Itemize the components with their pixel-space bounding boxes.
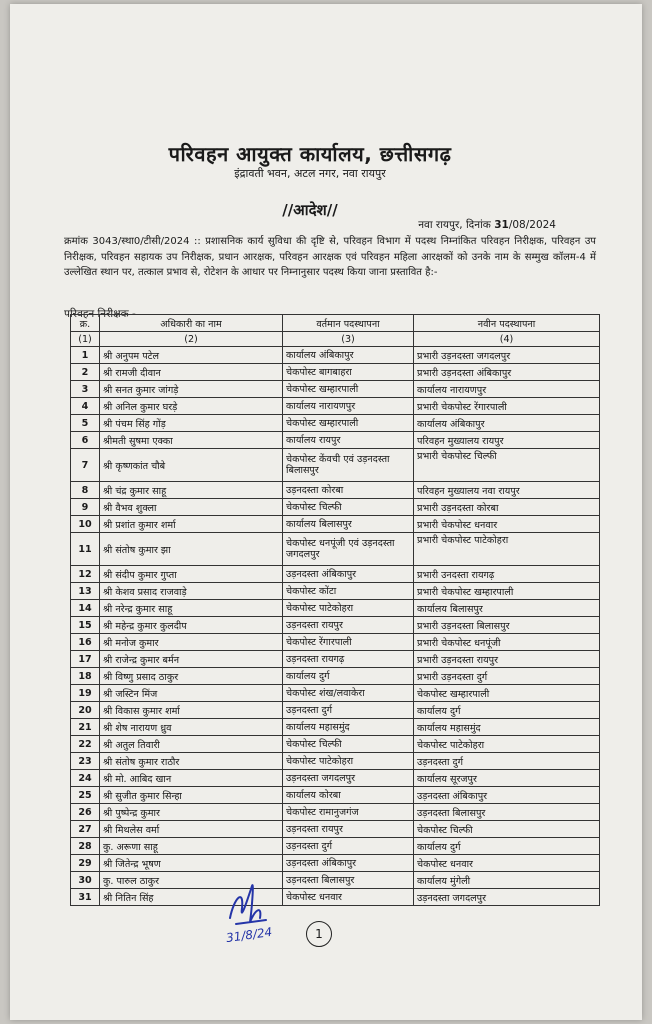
section-title: परिवहन निरीक्षक - bbox=[64, 308, 136, 320]
row-officer-name: श्री जस्टिन मिंज bbox=[100, 685, 283, 702]
row-new-posting: कार्यालय सूरजपुर bbox=[414, 770, 600, 787]
row-new-posting: प्रभारी चेकपोस्ट धनपूंजी bbox=[414, 634, 600, 651]
table-row bbox=[71, 415, 600, 432]
row-officer-name: श्री पुष्पेन्द्र कुमार bbox=[100, 804, 283, 821]
row-officer-name: श्री महेन्द्र कुमार कुलदीप bbox=[100, 617, 283, 634]
office-address: इंद्रावती भवन, अटल नगर, नवा रायपुर bbox=[234, 167, 386, 180]
table-row bbox=[71, 889, 600, 906]
row-officer-name: श्री मो. आबिद खान bbox=[100, 770, 283, 787]
row-new-posting: कार्यालय दुर्ग bbox=[414, 838, 600, 855]
row-officer-name: श्री चंद्र कुमार साहू bbox=[100, 482, 283, 499]
row-serial: 22 bbox=[71, 736, 100, 753]
row-officer-name: श्री केशव प्रसाद राजवाड़े bbox=[100, 583, 283, 600]
row-serial: 21 bbox=[71, 719, 100, 736]
table-row bbox=[71, 838, 600, 855]
row-officer-name: श्री संदीप कुमार गुप्ता bbox=[100, 566, 283, 583]
col-header-sn: क्र. bbox=[71, 315, 100, 332]
row-current-posting: उड़नदस्ता बिलासपुर bbox=[283, 872, 414, 889]
row-serial: 14 bbox=[71, 600, 100, 617]
row-serial: 19 bbox=[71, 685, 100, 702]
row-current-posting: चेकपोस्ट चिल्फी bbox=[283, 499, 414, 516]
colnum-2: (2) bbox=[100, 332, 283, 347]
row-new-posting: प्रभारी उड़नदस्ता रायपुर bbox=[414, 651, 600, 668]
row-officer-name: श्री कृष्णकांत चौबे bbox=[100, 449, 283, 482]
table-row bbox=[71, 855, 600, 872]
row-current-posting: चेकपोस्ट केंवची एवं उड़नदस्ता बिलासपुर bbox=[283, 449, 414, 482]
row-current-posting: उड़नदस्ता दुर्ग bbox=[283, 702, 414, 719]
colnum-1: (1) bbox=[71, 332, 100, 347]
row-new-posting: परिवहन मुख्यालय नवा रायपुर bbox=[414, 482, 600, 499]
table-row bbox=[71, 533, 600, 566]
row-serial: 5 bbox=[71, 415, 100, 432]
row-serial: 23 bbox=[71, 753, 100, 770]
table-row bbox=[71, 566, 600, 583]
posting-table bbox=[70, 314, 600, 906]
row-new-posting: चेकपोस्ट धनवार bbox=[414, 855, 600, 872]
table-row bbox=[71, 516, 600, 533]
row-officer-name: श्री नितिन सिंह bbox=[100, 889, 283, 906]
date-day: 31 bbox=[494, 219, 509, 231]
table-row bbox=[71, 449, 600, 482]
row-new-posting: कार्यालय महासमुंद bbox=[414, 719, 600, 736]
row-current-posting: चेकपोस्ट खम्हारपाली bbox=[283, 415, 414, 432]
row-serial: 7 bbox=[71, 449, 100, 482]
row-new-posting: चेकपोस्ट खम्हारपाली bbox=[414, 685, 600, 702]
office-title: परिवहन आयुक्त कार्यालय, छत्तीसगढ़ bbox=[168, 142, 452, 166]
row-new-posting: उड़नदस्ता बिलासपुर bbox=[414, 804, 600, 821]
row-officer-name: श्री नरेन्द्र कुमार साहू bbox=[100, 600, 283, 617]
row-new-posting: उड़नदस्ता जगदलपुर bbox=[414, 889, 600, 906]
row-current-posting: चेकपोस्ट धनवार bbox=[283, 889, 414, 906]
row-new-posting: प्रभारी चेकपोस्ट खम्हारपाली bbox=[414, 583, 600, 600]
row-serial: 13 bbox=[71, 583, 100, 600]
table-row bbox=[71, 583, 600, 600]
row-new-posting: प्रभारी उनदस्ता रायगढ़ bbox=[414, 566, 600, 583]
table-row bbox=[71, 398, 600, 415]
row-officer-name: श्री संतोष कुमार झा bbox=[100, 533, 283, 566]
row-serial: 31 bbox=[71, 889, 100, 906]
row-serial: 6 bbox=[71, 432, 100, 449]
row-current-posting: चेकपोस्ट कोंटा bbox=[283, 583, 414, 600]
table-row bbox=[71, 482, 600, 499]
row-current-posting: उड़नदस्ता कोरबा bbox=[283, 482, 414, 499]
row-current-posting: चेकपोस्ट पाटेकोहरा bbox=[283, 753, 414, 770]
table-row bbox=[71, 753, 600, 770]
row-current-posting: उड़नदस्ता अंबिकापुर bbox=[283, 855, 414, 872]
row-serial: 1 bbox=[71, 347, 100, 364]
row-officer-name: श्री विकास कुमार शर्मा bbox=[100, 702, 283, 719]
row-current-posting: उड़नदस्ता रायगढ़ bbox=[283, 651, 414, 668]
row-new-posting: प्रभारी चेकपोस्ट धनवार bbox=[414, 516, 600, 533]
colnum-3: (3) bbox=[283, 332, 414, 347]
table-row bbox=[71, 702, 600, 719]
row-new-posting: परिवहन मुख्यालय रायपुर bbox=[414, 432, 600, 449]
row-officer-name: कु. पारुल ठाकुर bbox=[100, 872, 283, 889]
row-serial: 25 bbox=[71, 787, 100, 804]
row-serial: 11 bbox=[71, 533, 100, 566]
row-officer-name: श्रीमती सुषमा एक्का bbox=[100, 432, 283, 449]
row-officer-name: श्री जितेन्द्र भूषण bbox=[100, 855, 283, 872]
row-current-posting: कार्यालय अंबिकापुर bbox=[283, 347, 414, 364]
col-header-name: अधिकारी का नाम bbox=[100, 315, 283, 332]
row-current-posting: कार्यालय रायपुर bbox=[283, 432, 414, 449]
signature-mark bbox=[222, 878, 282, 968]
table-header-row bbox=[71, 315, 600, 332]
row-current-posting: उड़नदस्ता रायपुर bbox=[283, 617, 414, 634]
row-serial: 16 bbox=[71, 634, 100, 651]
row-current-posting: उड़नदस्ता जगदलपुर bbox=[283, 770, 414, 787]
table-row bbox=[71, 685, 600, 702]
table-row bbox=[71, 347, 600, 364]
row-current-posting: चेकपोस्ट पाटेकोहरा bbox=[283, 600, 414, 617]
row-new-posting: कार्यालय दुर्ग bbox=[414, 702, 600, 719]
row-new-posting: प्रभारी उड़नदस्ता जगदलपुर bbox=[414, 347, 600, 364]
row-serial: 9 bbox=[71, 499, 100, 516]
row-new-posting: प्रभारी उड़नदस्ता कोरबा bbox=[414, 499, 600, 516]
row-new-posting: चेकपोस्ट पाटेकोहरा bbox=[414, 736, 600, 753]
row-new-posting: उड़नदस्ता दुर्ग bbox=[414, 753, 600, 770]
row-officer-name: श्री अनुपम पटेल bbox=[100, 347, 283, 364]
row-officer-name: श्री विष्णु प्रसाद ठाकुर bbox=[100, 668, 283, 685]
row-new-posting: कार्यालय अंबिकापुर bbox=[414, 415, 600, 432]
row-current-posting: चेकपोस्ट चिल्फी bbox=[283, 736, 414, 753]
row-serial: 20 bbox=[71, 702, 100, 719]
row-current-posting: चेकपोस्ट खम्हारपाली bbox=[283, 381, 414, 398]
table-row bbox=[71, 787, 600, 804]
order-heading: //आदेश// bbox=[282, 201, 338, 219]
date-rest: /08/2024 bbox=[508, 219, 556, 231]
row-current-posting: कार्यालय महासमुंद bbox=[283, 719, 414, 736]
table-row bbox=[71, 600, 600, 617]
row-current-posting: कार्यालय दुर्ग bbox=[283, 668, 414, 685]
table-row bbox=[71, 770, 600, 787]
row-serial: 12 bbox=[71, 566, 100, 583]
row-current-posting: चेकपोस्ट बागबाहरा bbox=[283, 364, 414, 381]
row-serial: 3 bbox=[71, 381, 100, 398]
row-serial: 10 bbox=[71, 516, 100, 533]
row-current-posting: चेकपोस्ट रेंगारपाली bbox=[283, 634, 414, 651]
table-row bbox=[71, 736, 600, 753]
row-officer-name: कु. अरूणा साहू bbox=[100, 838, 283, 855]
row-serial: 27 bbox=[71, 821, 100, 838]
row-officer-name: श्री अतुल तिवारी bbox=[100, 736, 283, 753]
row-current-posting: चेकपोस्ट धनपूंजी एवं उड़नदस्ता जगदलपुर bbox=[283, 533, 414, 566]
row-current-posting: उड़नदस्ता अंबिकापुर bbox=[283, 566, 414, 583]
table-row bbox=[71, 651, 600, 668]
row-officer-name: श्री प्रशांत कुमार शर्मा bbox=[100, 516, 283, 533]
row-new-posting: प्रभारी चेकपोस्ट चिल्फी bbox=[414, 449, 600, 482]
row-officer-name: श्री वैभव शुक्ला bbox=[100, 499, 283, 516]
row-officer-name: श्री शेष नारायण ध्रुव bbox=[100, 719, 283, 736]
row-serial: 15 bbox=[71, 617, 100, 634]
row-serial: 8 bbox=[71, 482, 100, 499]
table-row bbox=[71, 381, 600, 398]
colnum-4: (4) bbox=[414, 332, 600, 347]
row-serial: 18 bbox=[71, 668, 100, 685]
table-row bbox=[71, 617, 600, 634]
row-officer-name: श्री पंचम सिंह गोंड़ bbox=[100, 415, 283, 432]
table-row bbox=[71, 821, 600, 838]
row-officer-name: श्री संतोष कुमार राठौर bbox=[100, 753, 283, 770]
row-current-posting: चेकपोस्ट रामानुजगंज bbox=[283, 804, 414, 821]
row-new-posting: कार्यालय मुंगेली bbox=[414, 872, 600, 889]
row-officer-name: श्री अनिल कुमार घरड़े bbox=[100, 398, 283, 415]
page-number-circle: 1 bbox=[306, 921, 332, 947]
order-paragraph: क्रमांक 3043/स्था0/टीसी/2024 :: प्रशासनिक कार्य सुविधा की दृष्टि से, परिवहन विभाग में पदस्थ निम्नांकित परिवहन निरीक्षक, परिवहन उप निरीक्षक, परिवहन सहायक उप निरीक्षक, प्रधान आरक्षक, परिवहन आरक्षक एवं परिवहन महिला आरक्षकों को उनके नाम के सम्मुख कॉलम-4 में उल्लेखित स्थान पर, तत्काल प्रभाव से, रोटेशन के आधार पर निम्नानुसार पदस्थ किया जाना प्रस्तावित है:- bbox=[64, 236, 596, 278]
row-current-posting: उड़नदस्ता दुर्ग bbox=[283, 838, 414, 855]
row-serial: 17 bbox=[71, 651, 100, 668]
table-row bbox=[71, 804, 600, 821]
table-row bbox=[71, 872, 600, 889]
table-row bbox=[71, 364, 600, 381]
row-officer-name: श्री राजेन्द्र कुमार बर्मन bbox=[100, 651, 283, 668]
row-serial: 4 bbox=[71, 398, 100, 415]
row-officer-name: श्री सनत कुमार जांगड़े bbox=[100, 381, 283, 398]
row-current-posting: उड़नदस्ता रायपुर bbox=[283, 821, 414, 838]
row-officer-name: श्री रामजी दीवान bbox=[100, 364, 283, 381]
row-current-posting: कार्यालय नारायणपुर bbox=[283, 398, 414, 415]
row-new-posting: प्रभारी उड़नदस्ता दुर्ग bbox=[414, 668, 600, 685]
row-current-posting: कार्यालय बिलासपुर bbox=[283, 516, 414, 533]
row-new-posting: चेकपोस्ट चिल्फी bbox=[414, 821, 600, 838]
table-row bbox=[71, 499, 600, 516]
row-new-posting: कार्यालय बिलासपुर bbox=[414, 600, 600, 617]
row-current-posting: चेकपोस्ट शंख/लवाकेरा bbox=[283, 685, 414, 702]
row-serial: 28 bbox=[71, 838, 100, 855]
row-serial: 30 bbox=[71, 872, 100, 889]
row-serial: 29 bbox=[71, 855, 100, 872]
row-new-posting: प्रभारी चेकपोस्ट पाटेकोहरा bbox=[414, 533, 600, 566]
signature-date: 31/8/24 bbox=[225, 924, 274, 946]
table-row bbox=[71, 668, 600, 685]
row-current-posting: कार्यालय कोरबा bbox=[283, 787, 414, 804]
table-row bbox=[71, 634, 600, 651]
row-officer-name: श्री मिथलेस वर्मा bbox=[100, 821, 283, 838]
row-new-posting: प्रभारी उड़नदस्ता अंबिकापुर bbox=[414, 364, 600, 381]
table-colnum-row bbox=[71, 332, 600, 347]
col-header-new: नवीन पदस्थापना bbox=[414, 315, 600, 332]
row-officer-name: श्री सुजीत कुमार सिन्हा bbox=[100, 787, 283, 804]
table-row bbox=[71, 432, 600, 449]
row-serial: 24 bbox=[71, 770, 100, 787]
row-new-posting: कार्यालय नारायणपुर bbox=[414, 381, 600, 398]
row-new-posting: प्रभारी उड़नदस्ता बिलासपुर bbox=[414, 617, 600, 634]
row-serial: 26 bbox=[71, 804, 100, 821]
table-row bbox=[71, 719, 600, 736]
row-new-posting: उड़नदस्ता अंबिकापुर bbox=[414, 787, 600, 804]
col-header-current: वर्तमान पदस्थापना bbox=[283, 315, 414, 332]
row-serial: 2 bbox=[71, 364, 100, 381]
date-prefix: नवा रायपुर, दिनांक bbox=[418, 219, 491, 231]
row-new-posting: प्रभारी चेकपोस्ट रेंगारपाली bbox=[414, 398, 600, 415]
order-date bbox=[418, 218, 556, 232]
row-officer-name: श्री मनोज कुमार bbox=[100, 634, 283, 651]
